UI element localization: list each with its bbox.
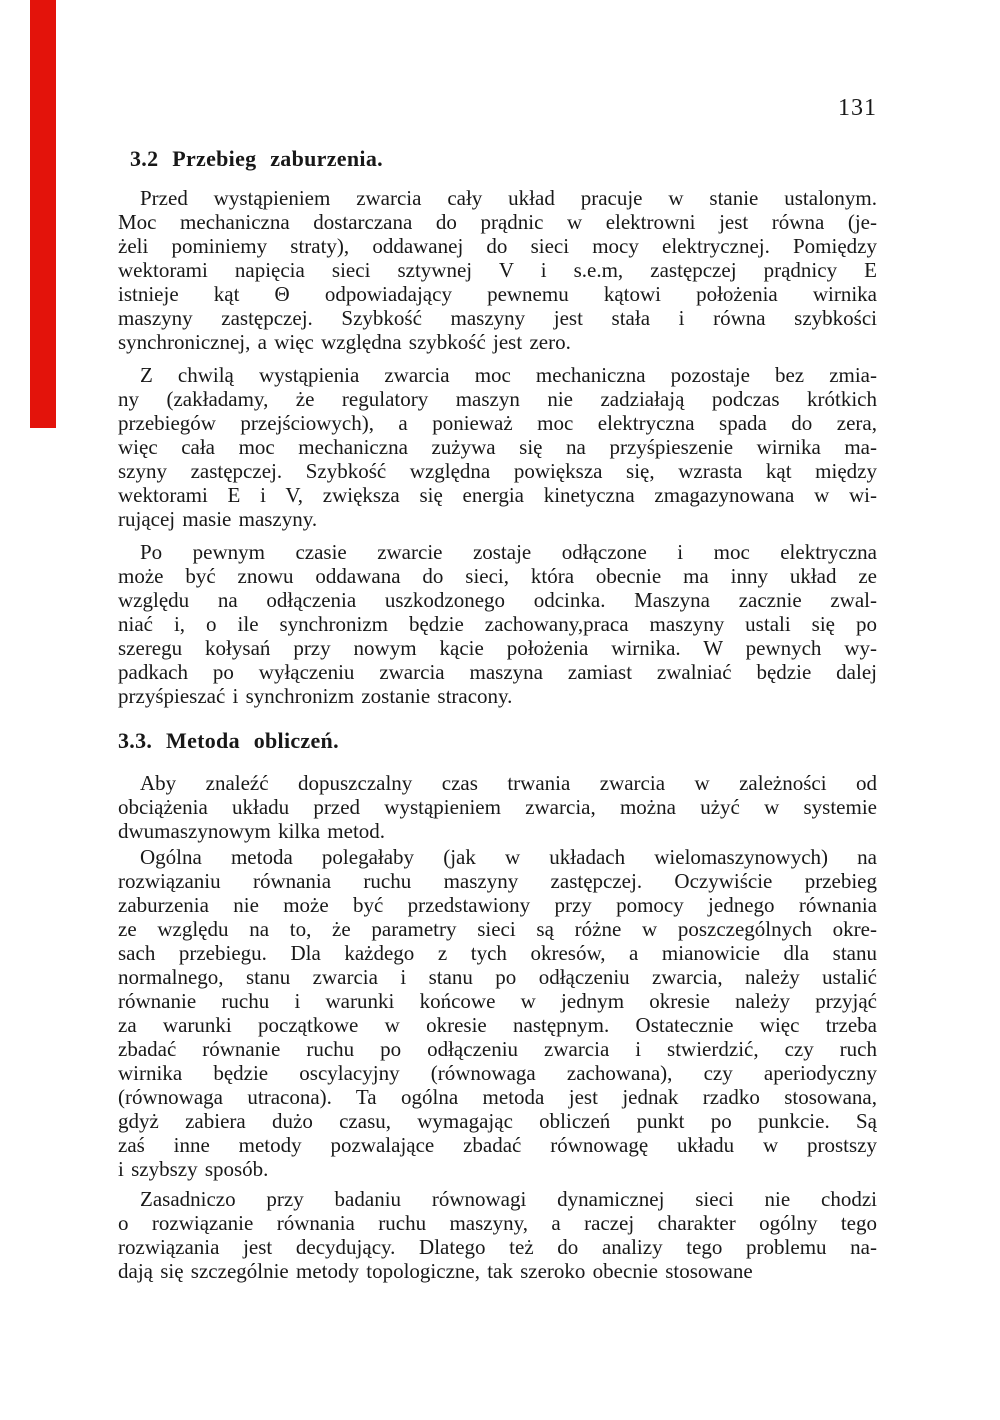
text-line: przebiegów przejściowych), a ponieważ moc elektryczna spada do zera, — [118, 411, 877, 435]
text-line: szeregu kołysań przy nowym kącie położenia wirnika. W pewnych wy- — [118, 636, 877, 660]
text-line: i szybszy sposób. — [118, 1157, 269, 1181]
text-line: równanie ruchu i warunki końcowe w jednym okresie należy przyjąć — [118, 989, 877, 1013]
text-line: istnieje kąt Θ odpowiadający pewnemu kątowi położenia wirnika — [118, 282, 877, 306]
text-line: szyny zastępczej. Szybkość względna powiększa się, wzrasta kąt między — [118, 459, 877, 483]
text-line: Przed wystąpieniem zwarcia cały układ pracuje w stanie ustalonym. — [140, 186, 877, 210]
text-line: synchronicznej, a więc względna szybkość jest zero. — [118, 330, 571, 354]
text-line: padkach po wyłączeniu zwarcia maszyna zamiast zwalniać będzie dalej — [118, 660, 877, 684]
paragraph — [118, 363, 877, 531]
text-line: niać i, o ile synchronizm będzie zachowany,praca maszyny ustali się po — [118, 612, 877, 636]
text-line: przyśpieszać i synchronizm zostanie stracony. — [118, 684, 513, 708]
section-heading-3-3: 3.3. Metoda obliczeń. — [118, 728, 339, 753]
text-line: Moc mechaniczna dostarczana do prądnic w elektrowni jest równa (je- — [118, 210, 877, 234]
text-line: (równowaga utracona). Ta ogólna metoda jest jednak rzadko stosowana, — [118, 1085, 877, 1109]
text-line: rozwiązaniu równania ruchu maszyny zastępczej. Oczywiście przebieg — [118, 869, 877, 893]
text-line: gdyż zabiera dużo czasu, wymagając obliczeń punkt po punkcie. Są — [118, 1109, 877, 1133]
paragraph — [118, 1187, 877, 1283]
text-line: za warunki początkowe w okresie następnym. Ostatecznie więc trzeba — [118, 1013, 877, 1037]
paragraph — [118, 540, 877, 708]
paragraph — [118, 186, 877, 354]
section-heading-3-2: 3.2 Przebieg zaburzenia. — [130, 146, 383, 171]
text-line: względu na odłączenia uszkodzonego odcinka. Maszyna zacznie zwal- — [118, 588, 877, 612]
red-ink-stripe-artifact — [30, 0, 56, 428]
text-line: Z chwilą wystąpienia zwarcia moc mechaniczna pozostaje bez zmia- — [140, 363, 877, 387]
text-line: zaś inne metody pozwalające zbadać równowagę układu w prostszy — [118, 1133, 877, 1157]
text-line: dają się szczególnie metody topologiczne, tak szeroko obecnie stosowane — [118, 1259, 753, 1283]
paragraph — [118, 845, 877, 1181]
text-line: rozwiązania jest decydujący. Dlatego też do analizy tego problemu na- — [118, 1235, 877, 1259]
page-text-column — [118, 146, 877, 1283]
page-number: 131 — [838, 95, 877, 121]
text-line: Aby znaleźć dopuszczalny czas trwania zwarcia w zależności od — [140, 771, 877, 795]
paragraph — [118, 771, 877, 843]
text-line: Zasadniczo przy badaniu równowagi dynamicznej sieci nie chodzi — [140, 1187, 877, 1211]
text-line: żeli pominiemy straty), oddawanej do sieci mocy elektrycznej. Pomiędzy — [118, 234, 877, 258]
text-line: Po pewnym czasie zwarcie zostaje odłączone i moc elektryczna — [140, 540, 877, 564]
text-line: więc cała moc mechaniczna zużywa się na przyśpieszenie wirnika ma- — [118, 435, 877, 459]
text-line: maszyny zastępczej. Szybkość maszyny jest stała i równa szybkości — [118, 306, 877, 330]
text-line: zaburzenia nie może być przedstawiony przy pomocy jednego równania — [118, 893, 877, 917]
text-line: o rozwiązanie równania ruchu maszyny, a raczej charakter ogólny tego — [118, 1211, 877, 1235]
text-line: rującej masie maszyny. — [118, 507, 318, 531]
text-line: wektorami E i V, zwiększa się energia kinetyczna zmagazynowana w wi- — [118, 483, 877, 507]
text-line: sach przebiegu. Dla każdego z tych okresów, a mianowicie dla stanu — [118, 941, 877, 965]
text-line: wektorami napięcia sieci sztywnej V i s.e.m, zastępczej prądnicy E — [118, 258, 877, 282]
text-line: dwumaszynowym kilka metod. — [118, 819, 386, 843]
text-line: ze względu na to, że parametry sieci są różne w poszczególnych okre- — [118, 917, 877, 941]
text-line: ny (zakładamy, że regulatory maszyn nie zadziałają podczas krótkich — [118, 387, 877, 411]
text-line: może być znowu oddawana do sieci, która obecnie ma inny układ ze — [118, 564, 877, 588]
text-line: Ogólna metoda polegałaby (jak w układach wielomaszynowych) na — [140, 845, 877, 869]
text-line: wirnika będzie oscylacyjny (równowaga zachowana), czy aperiodyczny — [118, 1061, 877, 1085]
text-line: obciążenia układu przed wystąpieniem zwarcia, można użyć w systemie — [118, 795, 877, 819]
text-line: zbadać równanie ruchu po odłączeniu zwarcia i stwierdzić, czy ruch — [118, 1037, 877, 1061]
text-line: normalnego, stanu zwarcia i stanu po odłączeniu zwarcia, należy ustalić — [118, 965, 877, 989]
